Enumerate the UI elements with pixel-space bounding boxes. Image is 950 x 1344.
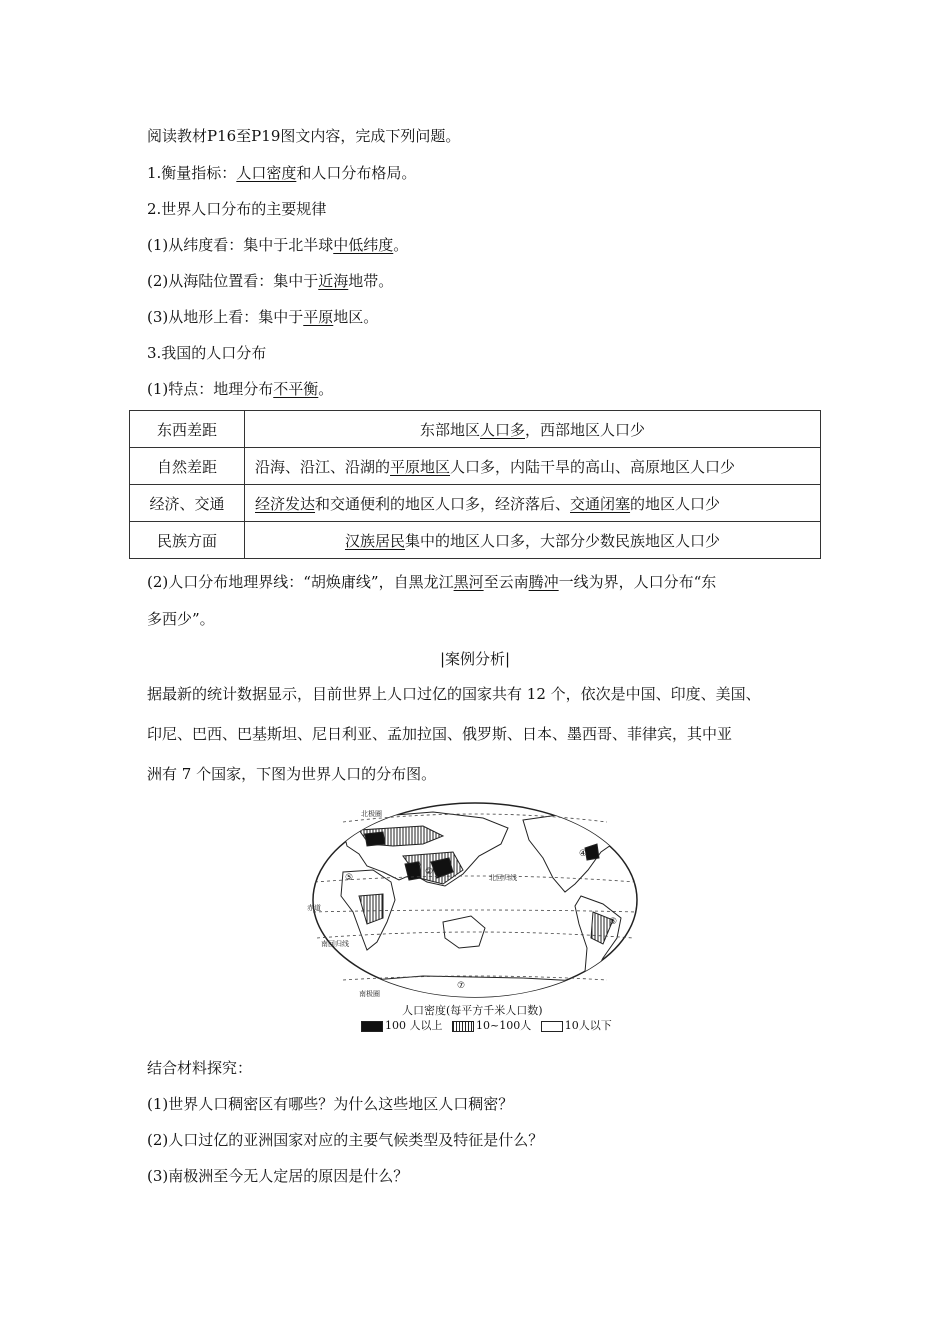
label-antarctic: 南极圈 [359,990,380,998]
item-3-title: 3.我国的人口分布 [147,344,267,362]
item-3-p1 [147,379,333,399]
region-marker: ② [425,867,434,877]
table-answer: 平原地区 [390,457,451,476]
legend-swatch-dark [361,1021,383,1032]
question-1: (1)世界人口稠密区有哪些？为什么这些地区人口稠密？ [147,1095,514,1113]
table-row [130,522,821,559]
item-2-p2-prefix: (2)从海陆位置看：集中于 [147,272,319,290]
legend-title: 人口密度(每平方千米人口数) [402,1004,543,1017]
table-text: 和交通便利的地区人口多，经济落后、 [315,494,571,513]
legend-swatch-hatch [452,1021,474,1032]
item-3-p2-prefix: (2)人口分布地理界线：“胡焕庸线”，自黑龙江 [147,573,454,591]
item-2-p1-answer: 中低纬度 [333,236,394,254]
item-3-p1-prefix: (1)特点：地理分布 [147,380,274,398]
table-answer: 人口多 [479,420,525,439]
table-key: 自然差距 [130,448,245,485]
table-text: ，西部地区人口少 [525,420,646,439]
region-marker: ⑥ [609,917,618,927]
questions-title: 结合材料探究： [147,1059,253,1077]
table-text: 的地区人口少 [630,494,721,513]
region-marker: ① [413,861,422,871]
item-3-p2-suffix: 一线为界，人口分布“东 [558,573,717,591]
item-3-p2-answer-2: 腾冲 [528,573,559,591]
item-2-p2 [147,271,393,291]
item-3-p2-mid: 至云南 [483,573,529,591]
distribution-table [129,410,821,559]
item-2-p3-suffix: 地区。 [333,308,379,326]
item-2-p3-answer: 平原 [303,308,334,326]
item-3-p2-answer-1: 黑河 [453,573,484,591]
table-value [245,448,821,485]
case-title: |案例分析| [439,650,511,668]
item-3-p2 [147,572,716,592]
item-1 [147,163,416,183]
table-answer: 经济发达 [255,494,316,513]
item-2-p3-prefix: (3)从地形上看：集中于 [147,308,304,326]
table-text: 东部地区 [419,420,480,439]
region-marker: ⑤ [345,873,354,883]
region-marker: ⑦ [457,981,466,991]
intro-text: 阅读教材P16至P19图文内容，完成下列问题。 [147,127,461,145]
question-3: (3)南极洲至今无人定居的原因是什么？ [147,1167,409,1185]
table-key: 经济、交通 [130,485,245,522]
legend-label: 10~100人 [476,1019,532,1032]
map-svg [303,800,648,1005]
legend-label: 100 人以上 [385,1019,443,1032]
item-2-p1 [147,235,408,255]
label-equator: 赤道 [307,904,321,912]
item-2-p1-prefix: (1)从纬度看：集中于北半球 [147,236,334,254]
item-1-prefix: 1.衡量指标： [147,164,237,182]
table-key: 东西差距 [130,411,245,448]
case-para-line: 洲有 7 个国家，下图为世界人口的分布图。 [147,765,437,783]
item-1-suffix: 和人口分布格局。 [296,164,417,182]
table-row [130,485,821,522]
case-para-line: 据最新的统计数据显示，目前世界上人口过亿的国家共有 12 个，依次是中国、印度、美国、 [147,685,761,703]
legend-swatch-white [541,1021,563,1032]
table-answer: 汉族居民 [344,531,405,550]
item-2-title: 2.世界人口分布的主要规律 [147,200,327,218]
map-legend [361,1017,612,1033]
table-row [130,411,821,448]
table-text: 人口多，内陆干旱的高山、高原地区人口少 [450,457,736,476]
region-marker: ④ [579,849,588,859]
item-3-p1-suffix: 。 [318,380,334,398]
world-population-map [303,800,648,1035]
label-arctic: 北极圈 [361,810,382,818]
item-3-p2-line2: 多西少”。 [147,610,215,628]
case-para-line: 印尼、巴西、巴基斯坦、尼日利亚、孟加拉国、俄罗斯、日本、墨西哥、菲律宾，其中亚 [147,725,733,743]
region-marker: ③ [367,833,376,843]
table-value [245,522,821,559]
table-answer: 交通闭塞 [570,494,631,513]
item-3-p1-answer: 不平衡 [273,380,319,398]
legend-label: 10人以下 [564,1019,612,1032]
item-2-p2-suffix: 地带。 [348,272,394,290]
table-text: 集中的地区人口多，大部分少数民族地区人口少 [405,531,721,550]
label-tropic-south: 南回归线 [321,940,349,948]
label-tropic-north: 北回归线 [489,874,517,882]
item-2-p1-suffix: 。 [393,236,409,254]
question-2: (2)人口过亿的亚洲国家对应的主要气候类型及特征是什么？ [147,1131,544,1149]
item-1-answer: 人口密度 [236,164,297,182]
table-key: 民族方面 [130,522,245,559]
table-row [130,448,821,485]
table-text: 沿海、沿江、沿湖的 [255,457,391,476]
table-value [245,411,821,448]
table-value [245,485,821,522]
item-2-p2-answer: 近海 [318,272,349,290]
item-2-p3 [147,307,378,327]
